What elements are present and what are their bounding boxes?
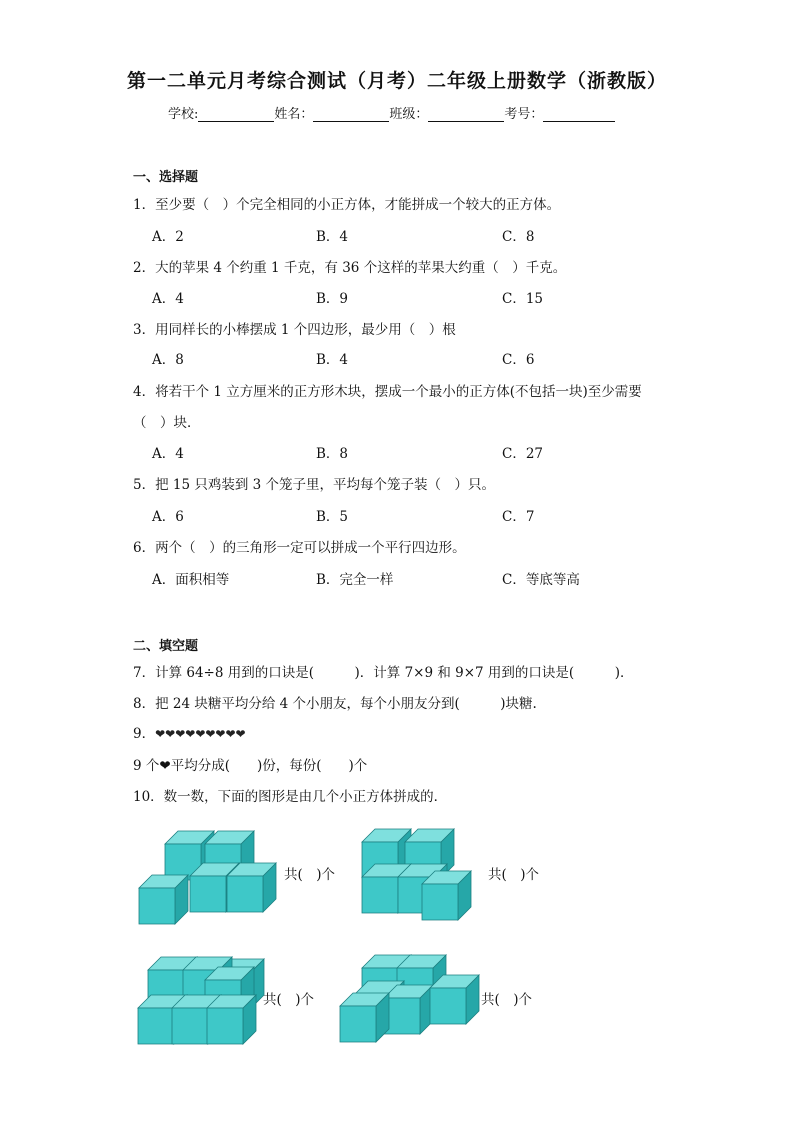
q5-option-b: B．5	[316, 509, 349, 525]
count-label-1: 共( )个	[284, 867, 336, 883]
number-label: 考号：	[504, 107, 544, 122]
fig1-cube-c-front	[139, 888, 175, 924]
q4-option-c: C．27	[502, 446, 544, 462]
question-1: 1．至少要（ ）个完全相同的小正方体，才能拼成一个较大的正方体。	[133, 197, 561, 213]
fig3-cube-e-front	[138, 1008, 174, 1044]
fig2-cube-c-front	[362, 877, 398, 913]
question-4-continued: （ ）块．	[133, 415, 201, 431]
q3-option-c: C．6	[502, 352, 535, 368]
hearts-row: ❤❤❤❤❤❤❤❤❤	[155, 727, 246, 741]
class-label: 班级：	[389, 107, 429, 122]
q3-option-a: A．8	[152, 352, 184, 368]
q2-option-b: B．9	[316, 291, 349, 307]
question-2: 2．大的苹果 4 个约重 1 千克，有 36 个这样的苹果大约重（ ）千克。	[133, 260, 567, 276]
count-label-3: 共( )个	[263, 992, 315, 1008]
school-label: 学校:	[168, 107, 199, 122]
name-label: 姓名：	[274, 107, 314, 122]
fig1-cube-e-front	[227, 876, 263, 912]
count-label-4: 共( )个	[481, 992, 533, 1008]
fig4-cube-e-front	[430, 988, 466, 1024]
q6-option-c: C．等底等高	[502, 572, 580, 588]
q1-option-a: A．2	[152, 229, 184, 245]
question-4: 4．将若干个 1 立方厘米的正方形木块，摆成一个最小的正方体(不包括一块)至少需要	[133, 384, 642, 400]
q6-option-b: B．完全一样	[316, 572, 394, 588]
fig4-cube-f-front	[340, 1006, 376, 1042]
count-label-2: 共( )个	[488, 867, 540, 883]
q1-option-b: B．4	[316, 229, 349, 245]
fig2-cube-e-front	[422, 884, 458, 920]
page-title: 第一二单元月考综合测试（月考）二年级上册数学（浙教版）	[126, 70, 667, 92]
q6-option-a: A．面积相等	[152, 572, 230, 588]
q5-option-a: A．6	[152, 509, 184, 525]
question-5: 5．把 15 只鸡装到 3 个笼子里，平均每个笼子装（ ）只。	[133, 477, 496, 493]
fig3-cube-g-front	[207, 1008, 243, 1044]
q3-option-b: B．4	[316, 352, 349, 368]
section-heading-choice: 一、选择题	[133, 170, 199, 185]
fig1-cube-d-front	[190, 876, 226, 912]
fig3-cube-f-front	[172, 1008, 208, 1044]
question-8: 8．把 24 块糖平均分给 4 个小朋友，每个小朋友分到( )块糖.	[133, 696, 537, 712]
q1-option-c: C．8	[502, 229, 535, 245]
question-7: 7．计算 64÷8 用到的口诀是( )．计算 7×9 和 9×7 用到的口诀是( )．	[133, 665, 634, 681]
q5-option-c: C．7	[502, 509, 535, 525]
section-heading-fill: 二、填空题	[133, 639, 199, 654]
question-3: 3．用同样长的小棒摆成 1 个四边形，最少用（ ）根	[133, 322, 456, 338]
q4-option-a: A．4	[152, 446, 184, 462]
q2-option-c: C．15	[502, 291, 544, 307]
q2-option-a: A．4	[152, 291, 184, 307]
question-9-line2: 9 个❤平均分成( )份，每份( )个	[133, 758, 368, 774]
question-6: 6．两个（ ）的三角形一定可以拼成一个平行四边形。	[133, 540, 466, 556]
question-9-number: 9．	[133, 726, 156, 742]
q4-option-b: B．8	[316, 446, 349, 462]
question-10: 10．数一数，下面的图形是由几个小正方体拼成的．	[133, 789, 448, 805]
